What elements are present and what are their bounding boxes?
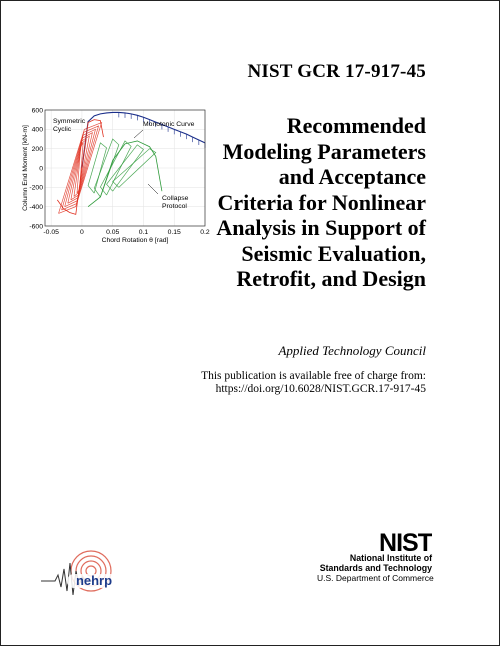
nist-block (317, 531, 432, 583)
annotation-arrow (148, 184, 158, 194)
nehrp-wordmark: nehrp (75, 573, 113, 588)
nist-department: U.S. Department of Commerce (317, 573, 434, 583)
hysteresis-chart (21, 106, 211, 246)
title-line: Retrofit, and Design (236, 266, 426, 291)
title-line: and Acceptance (278, 164, 426, 189)
title-line: Analysis in Support of (216, 215, 426, 240)
nist-name-line: National Institute of (349, 553, 432, 563)
x-axis-label: Chord Rotation θ [rad] (101, 237, 169, 244)
y-tick-label: -600 (29, 223, 43, 231)
annotation-monotonic-curve: Monotonic Curve (143, 121, 195, 128)
nehrp-logo (41, 541, 141, 606)
organization-name: Applied Technology Council (278, 343, 426, 358)
x-tick-label: 0.15 (167, 229, 181, 236)
x-tick-label: 0.2 (200, 229, 210, 236)
x-tick-label: 0.1 (138, 229, 149, 236)
title-line: Modeling Parameters (222, 138, 426, 164)
y-tick-label: 0 (39, 165, 43, 173)
report-number: NIST GCR 17-917-45 (247, 61, 426, 82)
y-tick-label: 400 (31, 126, 43, 134)
title-line: Criteria for Nonlinear (217, 189, 426, 215)
annotation-collapse: Collapse (162, 195, 189, 202)
y-axis-label: Column End Moment [kN-m] (22, 125, 29, 211)
x-tick-label: -0.05 (43, 229, 59, 236)
nist-logo (317, 531, 432, 553)
nist-name-line: Standards and Technology (319, 563, 432, 573)
annotation-symmetric: Symmetric (53, 118, 86, 125)
report-title (196, 113, 426, 292)
title-line: Recommended (286, 113, 426, 138)
annotation-arrow (134, 130, 143, 138)
annotation-protocol: Protocol (162, 203, 187, 210)
y-tick-label: 600 (31, 107, 43, 115)
y-tick-label: -400 (29, 203, 43, 211)
availability-line: This publication is available free of charge from: (201, 370, 426, 382)
y-tick-label: -200 (29, 184, 43, 192)
y-tick-label: 200 (31, 145, 43, 153)
x-tick-label: 0 (80, 229, 84, 236)
annotation-cyclic: Cyclic (53, 126, 72, 133)
x-tick-label: 0.05 (106, 229, 120, 236)
hysteresis-figure (21, 106, 211, 246)
doi-link[interactable]: https://doi.org/10.6028/NIST.GCR.17-917-45 (215, 383, 426, 395)
availability-note (201, 370, 426, 396)
nist-wordmark: NIST (379, 531, 432, 553)
title-line: Seismic Evaluation, (241, 240, 426, 266)
